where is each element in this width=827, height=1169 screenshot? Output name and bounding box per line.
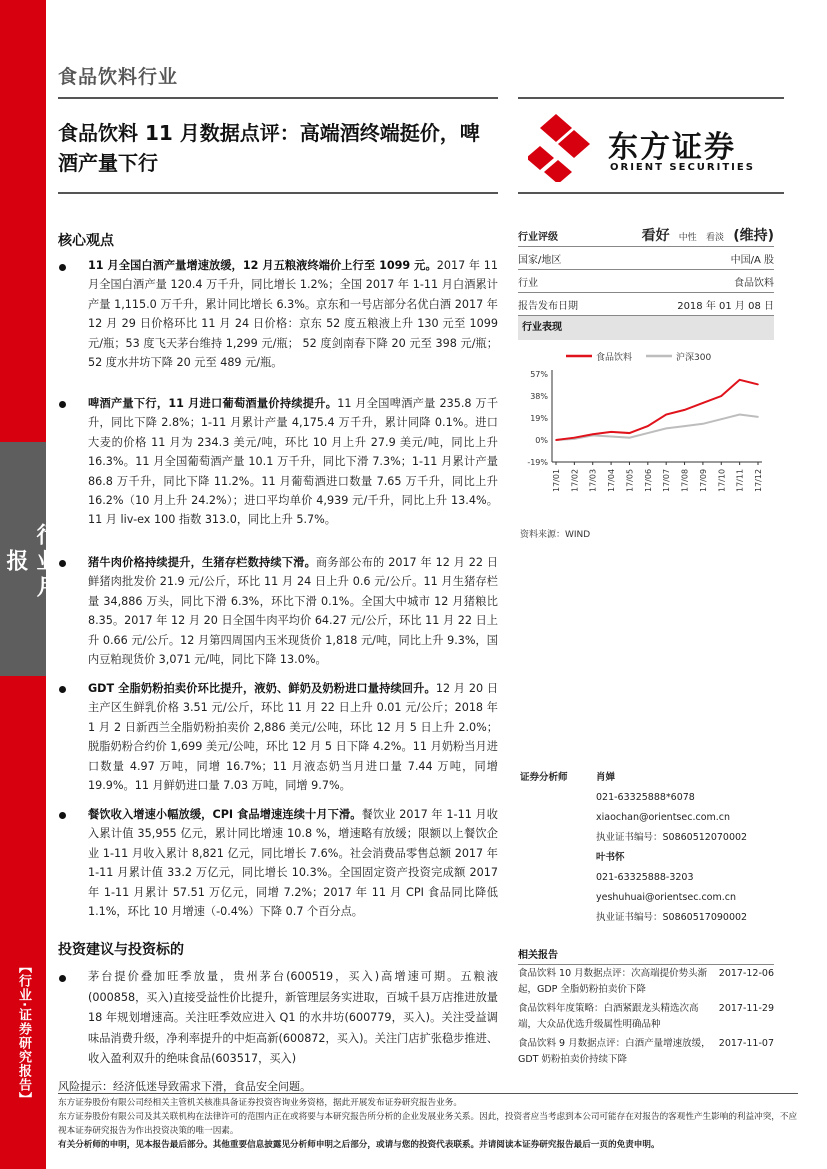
- rating-row-main: 行业评级 看好 中性 看淡 (维持): [518, 224, 774, 247]
- rating-row-date: 报告发布日期 2018 年 01 月 08 日: [518, 293, 774, 316]
- analyst-cert: 执业证书编号：S0860512070002: [596, 832, 748, 843]
- core-heading: 核心观点: [58, 233, 114, 249]
- data-point: [739, 379, 741, 381]
- x-tick-label: 17/06: [643, 468, 653, 492]
- x-tick-label: 17/09: [698, 468, 708, 492]
- report-category-label: 【行业·证券研究报告】: [16, 960, 31, 1106]
- data-point: [610, 436, 612, 438]
- core-item: GDT 全脂奶粉拍卖价环比提升，液奶、鲜奶及奶粉进口量持续回升。12 月 20 日主产区生鲜乳价格 3.51 元/公斤，环比 11 月 22 日上升 0.01 元/公斤；2018 年 1 月 2 日新西兰全脂奶粉拍卖价 2,886 美元/公吨，环比 12 月 5 日上升 2.0%；脱脂奶粉合约价 1,699 美元/公吨，环比 12 月 5 日下降 4.2%。11 月奶粉当月进口数量 4.97 万吨，同增 16.7%；11 月液态奶当月进口量 7.44 万吨，同增 19.9%。11 月鲜奶进口量 7.03 万吨，同增 9.7%。: [88, 682, 499, 793]
- data-point: [739, 414, 741, 416]
- core-item: 餐饮收入增速小幅放缓，CPI 食品增速连续十月下滑。餐饮业 2017 年 1-11 月收入累计值 35,955 亿元，累计同比增速 10.8 %，增速略有放缓；限额以上餐饮企业 1-11 月收入累计 8,821 亿元，同比增长 7.6%。社会消费品零售总额 2017 年 1-11 月累计值 33.2 万亿元，同比增长 10.3%。全国固定资产投资完成额 2017 年 1-11 月累计 57.51 万亿元，同增 7.2%；2017 年 11 月 CPI 食品同比降低 1.1%，环比 10 月增速（-0.4%）下降 0.7 个百分点。: [88, 808, 498, 919]
- data-point: [555, 439, 557, 441]
- y-tick-label: 57%: [530, 370, 548, 379]
- analyst-cert: 执业证书编号：S0860517090002: [596, 912, 748, 923]
- divider: [58, 1093, 798, 1094]
- analyst-name: 肖婵: [596, 772, 616, 783]
- x-tick-label: 17/12: [754, 468, 763, 492]
- analyst-label: 证券分析师: [520, 772, 568, 783]
- data-point: [757, 384, 759, 386]
- logo-mark-icon: [528, 112, 598, 182]
- data-point: [684, 425, 686, 427]
- data-point: [647, 425, 649, 427]
- data-point: [702, 423, 704, 425]
- chart-source: 资料来源：WIND: [520, 530, 591, 540]
- data-point: [665, 414, 667, 416]
- core-item: 啤酒产量下行，11 月进口葡萄酒量价持续提升。11 月全国啤酒产量 235.8 万千升，同比下降 2.8%；1-11 月累计产量 4,175.4 万千升，累计同降 0.1%。进口大麦的价格 11 月为 234.3 美元/吨，环比 10 月上升 27.9 美元/吨，同比上升 16.3%。11 月全国葡萄酒产量 10.1 万千升，同比下滑 7.3%；1-11 月累计产量 86.8 万千升，同比下降 11.2%。11 月葡萄酒进口数量 7.65 万千升，同比上升 16.2%（10 月上升 24.2%）；进口平均单价 4,939 元/千升，同比上升 13.4%。11 月 liv-ex 100 指数 313.0，同比上升 5.7%。: [88, 397, 499, 527]
- chart-panel-heading: 行业表现: [518, 316, 774, 340]
- analyst-name: 叶书怀: [596, 852, 625, 863]
- x-tick-label: 17/02: [570, 468, 580, 492]
- legend-label: 沪深300: [676, 353, 712, 363]
- divider: [518, 192, 784, 194]
- analyst-email[interactable]: xiaochan@orientsec.com.cn: [596, 812, 731, 823]
- x-tick-label: 17/07: [662, 468, 672, 492]
- x-tick-label: 17/01: [552, 468, 561, 492]
- y-tick-label: 19%: [530, 414, 548, 423]
- bullet-icon: [59, 264, 66, 271]
- data-point: [592, 433, 594, 435]
- data-point: [665, 428, 667, 430]
- logo-en-text: ORIENT SECURITIES: [610, 162, 755, 173]
- x-tick-label: 17/03: [588, 468, 598, 492]
- x-tick-label: 17/04: [607, 468, 617, 492]
- y-tick-label: 38%: [530, 392, 548, 401]
- logo-cn-text: 东方证券: [608, 130, 736, 165]
- core-item: 11 月全国白酒产量增速放缓，12 月五粮液终端价上行至 1099 元。2017 年 11 月全国白酒产量 120.4 万千升，同比增长 1.2%；全国 2017 年 1-11 月白酒累计产量 1,115.0 万千升，累计同比增长 6.3%。京东和一号店部分名优白酒 2017 年 12 月 29 日价格环比 11 月 24 日价格：京东 52 度五粮液上升 130 元至 1099 元/瓶；53 度飞天茅台维持 1,299 元/瓶； 52 度剑南春下降 20 元至 398 元/瓶；52 度水井坊下降 20 元至 489 元/瓶。: [88, 259, 498, 370]
- x-tick-label: 17/05: [625, 468, 635, 492]
- rating-table: [518, 224, 774, 316]
- data-point: [647, 432, 649, 434]
- y-tick-label: 0%: [535, 436, 548, 445]
- related-report[interactable]: 2017-11-29 食品饮料年度策略：白酒紧跟龙头精选次高端，大众品优选升级属性明确品种: [518, 1003, 774, 1030]
- related-heading: 相关报告: [518, 946, 774, 965]
- data-point: [720, 418, 722, 420]
- bullet-icon: [59, 975, 66, 982]
- x-tick-label: 17/08: [680, 468, 690, 492]
- risk-warning: 风险提示：经济低迷导致需求下滑，食品安全问题。: [58, 1080, 311, 1093]
- data-point: [757, 416, 759, 418]
- related-report[interactable]: 2017-12-06 食品饮料 10 月数据点评：次高端提价势头渐起，GDP 全脂奶粉拍卖价下降: [518, 968, 774, 995]
- related-report[interactable]: 2017-11-07 食品饮料 9 月数据点评：白酒产量增速放缓，GDT 奶粉拍卖价持续下降: [518, 1038, 774, 1065]
- analyst-email[interactable]: yeshuhuai@orientsec.com.cn: [596, 892, 736, 903]
- report-title: 食品饮料 11 月数据点评：高端酒终端挺价，啤酒产量下行: [58, 121, 480, 175]
- invest-heading: 投资建议与投资标的: [58, 942, 184, 958]
- data-point: [684, 409, 686, 411]
- footer-disclaimer: 东方证券股份有限公司经相关主管机关核准具备证券投资咨询业务资格，据此开展发布证券研究报告业务。 东方证券股份有限公司及其关联机构在法律许可的范围内正在或将要与本研究报告所分析的企业发展业务关系。因此，投资者应当考虑到本公司可能存在对报告的客观性产生影响的利益冲突，不应视本证券研究报告为作出投资决策的唯一因素。 有关分析师的申明，见本报告最后部分。其他重要信息披露见分析师申明之后部分，或请与您的投资代表联系。并请阅读本证券研究报告最后一页的免责申明。: [58, 1098, 798, 1150]
- divider: [518, 97, 784, 99]
- report-type-label: 行业月报: [0, 442, 46, 676]
- y-tick-label: -19%: [527, 458, 548, 467]
- rating-row-industry: 行业 食品饮料: [518, 270, 774, 293]
- divider: [58, 97, 498, 99]
- analyst-phone: 021-63325888-3203: [596, 872, 694, 883]
- x-tick-label: 17/10: [717, 468, 727, 492]
- analyst-block: [520, 768, 747, 928]
- data-point: [629, 437, 631, 439]
- legend-label: 食品饮料: [596, 353, 633, 363]
- rating-row-region: 国家/地区 中国/A 股: [518, 247, 774, 270]
- data-point: [720, 395, 722, 397]
- divider: [58, 192, 498, 194]
- invest-text: 茅台提价叠加旺季放量，贵州茅台(600519，买入)高增速可期。五粮液(000858，买入)直接受益性价比提升，新管理层务实进取，百城千县万店推进放量 18 年规划增速高。关注旺季效应进入 Q1 的水井坊(600779，买入)。关注受益调味品消费升级，净利率提升的中炬高新(600872，买入)。关注门店扩张稳步推进、收入盈利双升的绝味食品(603517，买入): [88, 970, 498, 1065]
- data-point: [702, 402, 704, 404]
- bullet-icon: [59, 560, 66, 567]
- core-item: 猪牛肉价格持续提升，生猪存栏数持续下滑。商务部公布的 2017 年 12 月 22 日鲜猪肉批发价 21.9 元/公斤，环比 11 月 24 日上升 0.6 元/公斤。11 月生猪存栏量 34,886 万头，同比下滑 6.3%，环比下滑 0.1%。全国大中城市 12 月猪粮比 8.35。2017 年 12 月 20 日全国牛肉平均价 64.27 元/公斤，环比 11 月 22 日上升 0.66 元/公斤。12 月第四周国内玉米现货价 1,818 元/吨，同比上升 9.3%，国内豆粕现货价 3,071 元/吨，同比下降 13.0%。: [88, 556, 498, 667]
- data-point: [629, 432, 631, 434]
- industry-performance-chart: [518, 342, 774, 522]
- bullet-icon: [59, 812, 66, 819]
- data-point: [610, 431, 612, 433]
- data-point: [574, 437, 576, 439]
- bullet-icon: [59, 686, 66, 693]
- company-logo: [524, 112, 784, 182]
- industry-heading: 食品饮料行业: [58, 66, 179, 88]
- analyst-phone: 021-63325888*6078: [596, 792, 695, 803]
- x-tick-label: 17/11: [735, 468, 745, 492]
- bullet-icon: [59, 401, 66, 408]
